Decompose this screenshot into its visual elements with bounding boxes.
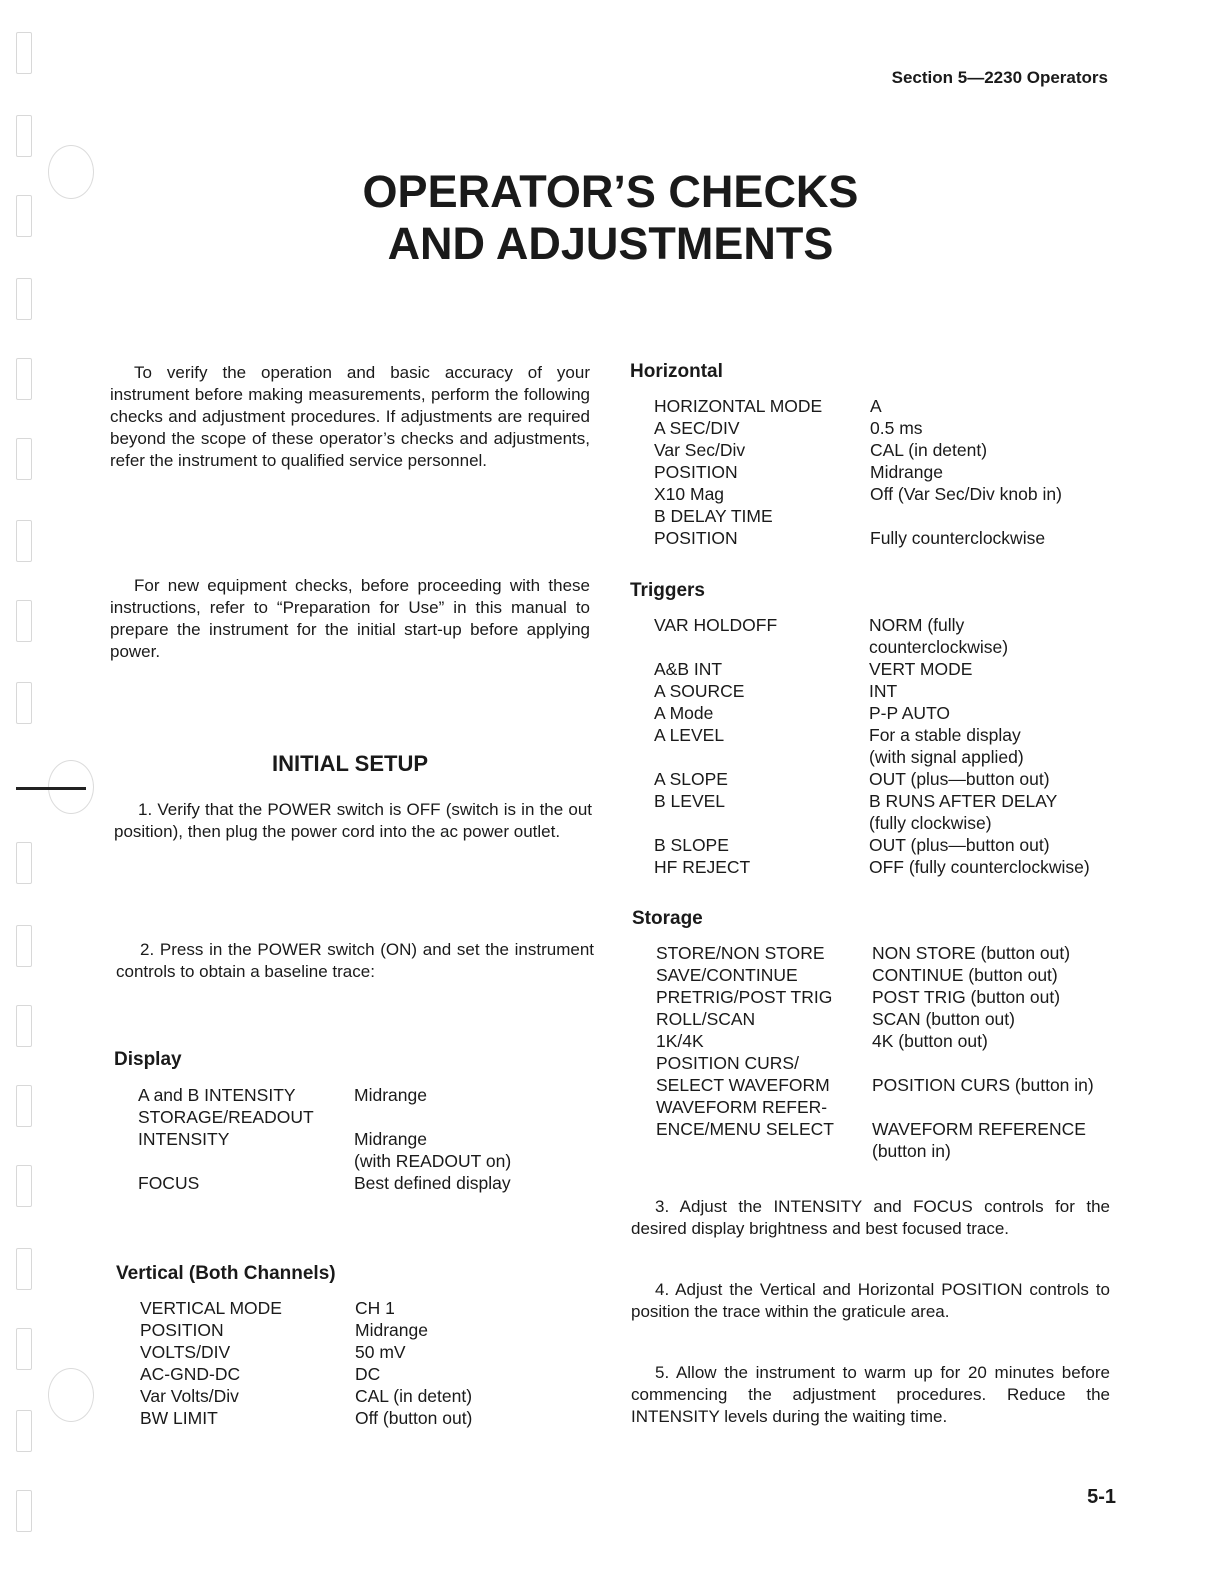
settings-row xyxy=(654,395,1114,417)
setting-value xyxy=(870,505,1114,527)
page-number: 5-1 xyxy=(1087,1486,1116,1508)
binder-mark xyxy=(16,925,32,967)
settings-row xyxy=(140,1341,560,1363)
settings-row xyxy=(654,702,1114,724)
settings-row xyxy=(654,812,1114,834)
binder-mark xyxy=(16,520,32,562)
setting-control: B SLOPE xyxy=(654,835,729,855)
vertical-settings xyxy=(140,1297,560,1429)
binder-separator xyxy=(16,787,86,790)
setting-control: B DELAY TIME xyxy=(654,506,773,526)
settings-row xyxy=(654,527,1114,549)
settings-row xyxy=(656,1118,1116,1140)
setting-value xyxy=(872,1096,1116,1118)
setting-value: B RUNS AFTER DELAY xyxy=(869,791,1058,811)
settings-row xyxy=(656,1008,1116,1030)
settings-row xyxy=(140,1297,560,1319)
intro-paragraph-2: For new equipment checks, before proceeding with these instructions, refer to “Preparation for Use” in this manual to prepare the instrument for the initial start-up before applying power. xyxy=(110,576,590,661)
page-title-line-2: AND ADJUSTMENTS xyxy=(387,218,834,269)
setting-value: VERT MODE xyxy=(869,659,973,679)
settings-row xyxy=(140,1385,560,1407)
setting-control: A and B INTENSITY xyxy=(138,1085,296,1105)
setting-control: VERTICAL MODE xyxy=(140,1298,282,1318)
setting-value: SCAN (button out) xyxy=(872,1009,1015,1029)
page-title xyxy=(0,166,1221,270)
page-title-line-1: OPERATOR’S CHECKS xyxy=(362,166,859,217)
display-settings xyxy=(138,1084,558,1194)
step-1: 1. Verify that the POWER switch is OFF (switch is in the out position), then plug the power cord into the ac power outlet. xyxy=(114,800,592,841)
binder-mark xyxy=(16,842,32,884)
settings-row xyxy=(654,505,1114,527)
punch-hole xyxy=(48,1368,94,1422)
setting-value: CH 1 xyxy=(355,1298,395,1318)
settings-row xyxy=(656,942,1116,964)
setting-control: VOLTS/DIV xyxy=(140,1342,231,1362)
horizontal-settings xyxy=(654,395,1114,549)
setting-control: A SEC/DIV xyxy=(654,418,740,438)
step-4: 4. Adjust the Vertical and Horizontal POSITION controls to position the trace within the graticule area. xyxy=(631,1280,1110,1321)
storage-settings xyxy=(656,942,1116,1162)
setting-value: OFF (fully counterclockwise) xyxy=(869,857,1090,877)
setting-control: ENCE/MENU SELECT xyxy=(656,1119,834,1139)
setting-value: CONTINUE (button out) xyxy=(872,965,1058,985)
setting-value: OUT (plus—button out) xyxy=(869,769,1050,789)
setting-value: (fully clockwise) xyxy=(869,813,992,833)
setting-value: (button in) xyxy=(872,1141,951,1161)
setting-control xyxy=(138,1150,354,1172)
setting-control: A&B INT xyxy=(654,659,723,679)
setting-control: A SLOPE xyxy=(654,769,728,789)
setting-value: POST TRIG (button out) xyxy=(872,987,1061,1007)
settings-row xyxy=(654,834,1114,856)
settings-row xyxy=(654,614,1114,636)
settings-row xyxy=(138,1150,558,1172)
setting-value: Off (button out) xyxy=(355,1408,473,1428)
setting-value: 0.5 ms xyxy=(870,418,923,438)
settings-row xyxy=(654,680,1114,702)
step-3: 3. Adjust the INTENSITY and FOCUS controls for the desired display brightness and best focused trace. xyxy=(631,1197,1110,1238)
step-5: 5. Allow the instrument to warm up for 20 minutes before commencing the adjustment procedures. Reduce the INTENSITY levels during the waiting time. xyxy=(631,1363,1110,1426)
setting-control xyxy=(654,636,869,658)
setting-control: POSITION xyxy=(654,528,738,548)
setting-control xyxy=(654,746,869,768)
storage-heading: Storage xyxy=(632,908,703,929)
setting-value: (with READOUT on) xyxy=(354,1151,512,1171)
setting-control: 1K/4K xyxy=(656,1031,704,1051)
setting-value: counterclockwise) xyxy=(869,637,1009,657)
setting-control: VAR HOLDOFF xyxy=(654,615,778,635)
setting-value: (with signal applied) xyxy=(869,747,1024,767)
setting-control: WAVEFORM REFER- xyxy=(656,1097,828,1117)
setting-value: Midrange xyxy=(870,462,943,482)
settings-row xyxy=(656,1096,1116,1118)
settings-row xyxy=(654,658,1114,680)
setting-value: Best defined display xyxy=(354,1173,511,1193)
setting-control: POSITION xyxy=(654,462,738,482)
setting-control: A Mode xyxy=(654,703,714,723)
setting-value: WAVEFORM REFERENCE xyxy=(872,1119,1086,1139)
triggers-settings xyxy=(654,614,1114,878)
setting-control: SELECT WAVEFORM xyxy=(656,1075,830,1095)
binder-mark xyxy=(16,115,32,157)
horizontal-heading: Horizontal xyxy=(630,361,723,382)
settings-row xyxy=(654,417,1114,439)
setting-control xyxy=(654,812,869,834)
setting-control: STORE/NON STORE xyxy=(656,943,825,963)
settings-row xyxy=(140,1319,560,1341)
setting-control: HF REJECT xyxy=(654,857,751,877)
binder-mark xyxy=(16,278,32,320)
setting-control: Var Volts/Div xyxy=(140,1386,239,1406)
setting-value: CAL (in detent) xyxy=(355,1386,473,1406)
setting-value xyxy=(354,1106,558,1128)
binder-mark xyxy=(16,682,32,724)
setting-control: INTENSITY xyxy=(138,1129,230,1149)
settings-row xyxy=(656,1052,1116,1074)
settings-row xyxy=(654,461,1114,483)
setting-value: A xyxy=(870,396,882,416)
binder-mark xyxy=(16,438,32,480)
setting-value: 50 mV xyxy=(355,1342,406,1362)
binder-mark xyxy=(16,1490,32,1532)
binder-mark xyxy=(16,1328,32,1370)
settings-row xyxy=(138,1128,558,1150)
settings-row xyxy=(654,483,1114,505)
settings-row xyxy=(140,1363,560,1385)
binder-mark xyxy=(16,1248,32,1290)
settings-row xyxy=(656,964,1116,986)
settings-row xyxy=(138,1172,558,1194)
settings-row xyxy=(654,768,1114,790)
settings-row xyxy=(656,1140,1116,1162)
initial-setup-heading: INITIAL SETUP xyxy=(271,751,429,776)
setting-control: A SOURCE xyxy=(654,681,745,701)
section-header: Section 5—2230 Operators xyxy=(891,68,1108,87)
binder-mark xyxy=(16,1165,32,1207)
setting-control: Var Sec/Div xyxy=(654,440,746,460)
vertical-heading: Vertical (Both Channels) xyxy=(116,1263,336,1284)
settings-row xyxy=(140,1407,560,1429)
settings-row xyxy=(656,1030,1116,1052)
setting-value: Off (Var Sec/Div knob in) xyxy=(870,484,1062,504)
setting-value: 4K (button out) xyxy=(872,1031,988,1051)
setting-control: PRETRIG/POST TRIG xyxy=(656,987,833,1007)
setting-control: BW LIMIT xyxy=(140,1408,218,1428)
setting-value: DC xyxy=(355,1364,381,1384)
settings-row xyxy=(654,746,1114,768)
settings-row xyxy=(654,636,1114,658)
binder-mark xyxy=(16,600,32,642)
triggers-heading: Triggers xyxy=(630,580,705,601)
setting-value: POSITION CURS (button in) xyxy=(872,1075,1094,1095)
settings-row xyxy=(654,724,1114,746)
binder-mark xyxy=(16,358,32,400)
settings-row xyxy=(138,1084,558,1106)
setting-value: P-P AUTO xyxy=(869,703,951,723)
settings-row xyxy=(654,856,1114,878)
setting-control: A LEVEL xyxy=(654,725,725,745)
setting-control: STORAGE/READOUT xyxy=(138,1107,314,1127)
setting-value: Midrange xyxy=(354,1085,427,1105)
settings-row xyxy=(656,986,1116,1008)
setting-value: INT xyxy=(869,681,898,701)
display-heading: Display xyxy=(114,1049,182,1070)
setting-value: NON STORE (button out) xyxy=(872,943,1071,963)
binder-mark xyxy=(16,1005,32,1047)
setting-value: Midrange xyxy=(354,1129,427,1149)
intro-paragraph-1: To verify the operation and basic accuracy of your instrument before making measurements, perform the following checks and adjustment procedures. If adjustments are required beyond the scope of these operator’s checks and adjustments, refer the instrument to qualified service personnel. xyxy=(110,363,590,470)
setting-control: POSITION CURS/ xyxy=(656,1053,799,1073)
setting-value: NORM (fully xyxy=(869,615,965,635)
setting-value: Fully counterclockwise xyxy=(870,528,1046,548)
setting-control: B LEVEL xyxy=(654,791,726,811)
setting-control: FOCUS xyxy=(138,1173,200,1193)
setting-value: OUT (plus—button out) xyxy=(869,835,1050,855)
setting-control: POSITION xyxy=(140,1320,224,1340)
settings-row xyxy=(654,790,1114,812)
setting-control xyxy=(656,1140,872,1162)
setting-value: Midrange xyxy=(355,1320,428,1340)
setting-control: X10 Mag xyxy=(654,484,725,504)
setting-value: For a stable display xyxy=(869,725,1021,745)
setting-control: AC-GND-DC xyxy=(140,1364,241,1384)
step-2: 2. Press in the POWER switch (ON) and set the instrument controls to obtain a baseline trace: xyxy=(116,940,594,981)
setting-control: ROLL/SCAN xyxy=(656,1009,756,1029)
settings-row xyxy=(138,1106,558,1128)
setting-value xyxy=(872,1052,1116,1074)
settings-row xyxy=(654,439,1114,461)
settings-row xyxy=(656,1074,1116,1096)
setting-control: HORIZONTAL MODE xyxy=(654,396,823,416)
setting-value: CAL (in detent) xyxy=(870,440,988,460)
binder-mark xyxy=(16,1085,32,1127)
binder-mark xyxy=(16,1410,32,1452)
setting-control: SAVE/CONTINUE xyxy=(656,965,798,985)
